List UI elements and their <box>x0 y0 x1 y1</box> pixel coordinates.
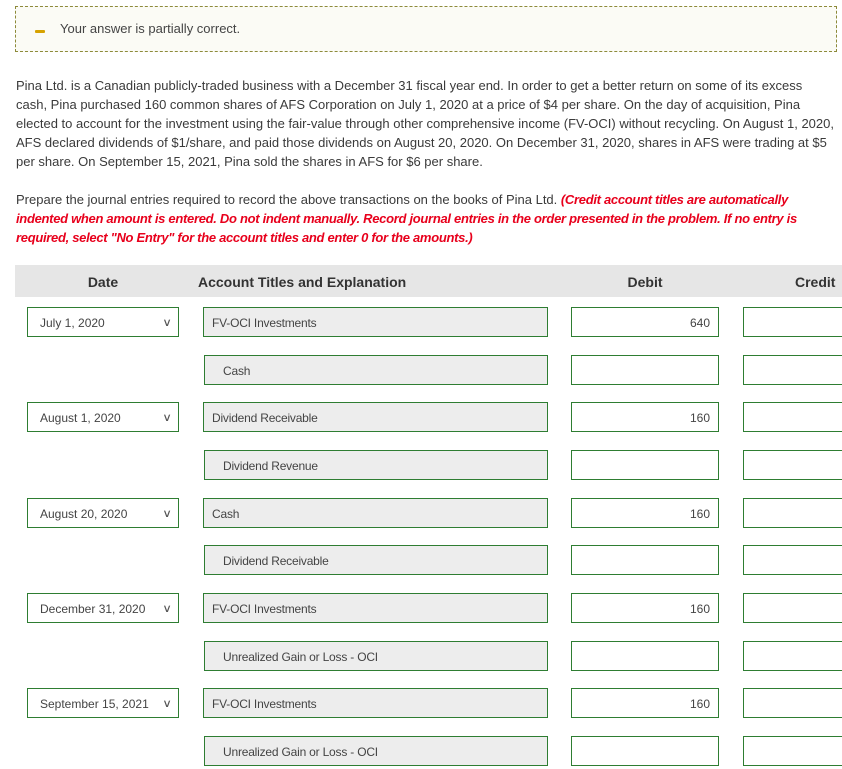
credit-amount-input[interactable] <box>743 641 842 671</box>
credit-account-input[interactable]: Unrealized Gain or Loss - OCI <box>204 641 548 671</box>
instructions-note: (Credit account titles are automatically indented when amount is entered. Do not indent manually. Record journal entries in the order presented in the problem. If no entry is required, select "No Entry" for the account titles and enter 0 for the amounts.) <box>16 192 797 245</box>
debit-amount-input[interactable]: 640 <box>571 307 719 337</box>
debit-column-header: Debit <box>627 274 663 290</box>
debit-account-input[interactable]: Dividend Receivable <box>203 402 548 432</box>
chevron-down-icon: ∨ <box>162 412 172 424</box>
debit-amount-input[interactable] <box>571 355 719 385</box>
feedback-message: Your answer is partially correct. <box>60 21 241 36</box>
journal-credit-row <box>0 641 842 671</box>
date-column-header: Date <box>87 274 119 290</box>
journal-debit-row <box>0 593 842 623</box>
credit-amount-input[interactable] <box>743 688 842 718</box>
journal-credit-row <box>0 736 842 766</box>
credit-amount-input[interactable] <box>743 450 842 480</box>
account-column-header: Account Titles and Explanation <box>198 274 407 290</box>
date-select-value: August 20, 2020 <box>40 507 128 521</box>
credit-account-input[interactable]: Unrealized Gain or Loss - OCI <box>204 736 548 766</box>
credit-amount-input[interactable] <box>743 355 842 385</box>
feedback-banner <box>15 6 837 52</box>
chevron-down-icon: ∨ <box>162 603 172 615</box>
debit-amount-input[interactable]: 160 <box>571 402 719 432</box>
chevron-down-icon: ∨ <box>162 317 172 329</box>
debit-amount-input[interactable]: 160 <box>571 688 719 718</box>
journal-debit-row <box>0 402 842 432</box>
credit-amount-input[interactable] <box>743 307 842 337</box>
date-select[interactable] <box>27 593 179 623</box>
credit-account-input[interactable]: Dividend Receivable <box>204 545 548 575</box>
credit-amount-input[interactable] <box>743 545 842 575</box>
journal-table-header <box>15 265 842 297</box>
instructions-text: Prepare the journal entries required to record the above transactions on the books of Pina Ltd. <box>16 192 558 207</box>
journal-debit-row <box>0 688 842 718</box>
debit-account-input[interactable]: Cash <box>203 498 548 528</box>
date-select-value: August 1, 2020 <box>40 411 121 425</box>
debit-account-input[interactable]: FV-OCI Investments <box>203 307 548 337</box>
journal-credit-row <box>0 450 842 480</box>
chevron-down-icon: ∨ <box>162 508 172 520</box>
credit-amount-input[interactable] <box>743 402 842 432</box>
debit-amount-input[interactable]: 160 <box>571 593 719 623</box>
credit-amount-input[interactable] <box>743 593 842 623</box>
debit-account-input[interactable]: FV-OCI Investments <box>203 593 548 623</box>
problem-statement: Pina Ltd. is a Canadian publicly-traded business with a December 31 fiscal year end. In order to get a better return on some of its excess cash, Pina purchased 160 common shares of AFS Corporation on July 1, 2020 at a price of $4 per share. On the day of acquisition, Pina elected to account for the investment using the fair-value through other comprehensive income (FV-OCI) without recycling. On August 1, 2020, AFS declared dividends of $1/share, and paid those dividends on August 20, 2020. On December 31, 2020, shares in AFS were trading at $5 per share. On September 15, 2021, Pina sold the shares in AFS for $6 per share. <box>16 78 834 169</box>
date-select[interactable] <box>27 307 179 337</box>
debit-account-input[interactable]: FV-OCI Investments <box>203 688 548 718</box>
credit-amount-input[interactable] <box>743 498 842 528</box>
journal-debit-row <box>0 498 842 528</box>
credit-account-input[interactable]: Dividend Revenue <box>204 450 548 480</box>
journal-credit-row <box>0 545 842 575</box>
date-select[interactable] <box>27 402 179 432</box>
partial-status-icon <box>35 30 45 33</box>
debit-amount-input[interactable] <box>571 450 719 480</box>
debit-amount-input[interactable] <box>571 641 719 671</box>
debit-amount-input[interactable] <box>571 736 719 766</box>
chevron-down-icon: ∨ <box>162 698 172 710</box>
date-select-value: December 31, 2020 <box>40 602 146 616</box>
journal-credit-row <box>0 355 842 385</box>
date-select-value: September 15, 2021 <box>40 697 149 711</box>
credit-amount-input[interactable] <box>743 736 842 766</box>
date-select-value: July 1, 2020 <box>40 316 105 330</box>
date-select[interactable] <box>27 688 179 718</box>
credit-column-header: Credit <box>795 274 836 290</box>
journal-debit-row <box>0 307 842 337</box>
debit-amount-input[interactable] <box>571 545 719 575</box>
debit-amount-input[interactable]: 160 <box>571 498 719 528</box>
instructions <box>16 190 840 247</box>
credit-account-input[interactable]: Cash <box>204 355 548 385</box>
date-select[interactable] <box>27 498 179 528</box>
